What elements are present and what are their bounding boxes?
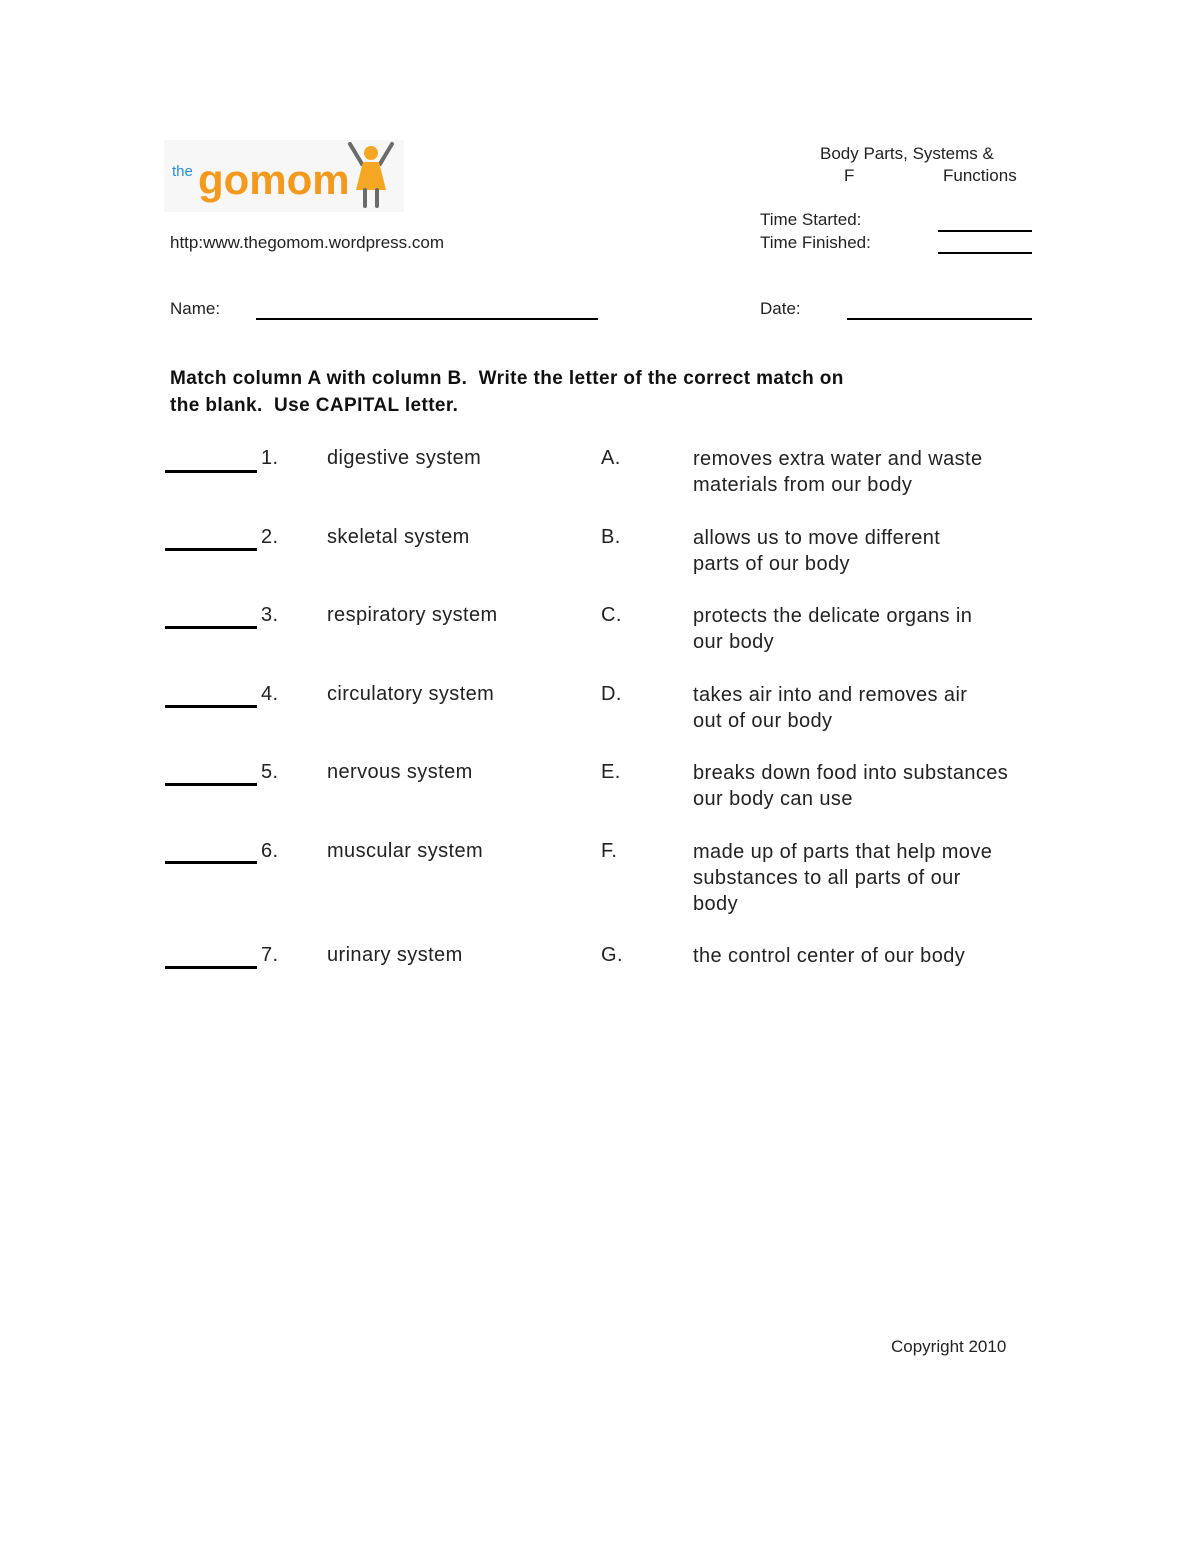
answer-blank[interactable]	[165, 783, 257, 786]
copyright-text: Copyright 2010	[891, 1337, 1007, 1356]
column-b-description: takes air into and removes air out of our body	[693, 684, 968, 732]
column-b-letter: G.	[601, 944, 623, 966]
time-finished-blank[interactable]	[938, 252, 1032, 254]
worksheet-title-line1: Body Parts, Systems &	[820, 144, 994, 163]
logo-text-gomom: gomom	[198, 156, 350, 203]
answer-blank[interactable]	[165, 966, 257, 969]
column-b-letter: E.	[601, 761, 621, 783]
column-a-term: digestive system	[327, 447, 482, 469]
thegomom-logo	[164, 140, 404, 212]
question-number: 5.	[261, 761, 279, 783]
column-a-term: muscular system	[327, 840, 484, 862]
question-number: 1.	[261, 447, 279, 469]
answer-blank[interactable]	[165, 626, 257, 629]
time-started-blank[interactable]	[938, 230, 1032, 232]
column-a-term: urinary system	[327, 944, 463, 966]
column-b-description: breaks down food into substances our body can use	[693, 762, 1009, 810]
worksheet-title-line2: Functions	[943, 166, 1017, 185]
instructions	[170, 365, 844, 419]
question-number: 2.	[261, 526, 279, 548]
question-number: 7.	[261, 944, 279, 966]
question-number: 6.	[261, 840, 279, 862]
date-blank[interactable]	[847, 318, 1032, 320]
column-b-description: allows us to move different parts of our body	[693, 527, 941, 575]
question-number: 4.	[261, 683, 279, 705]
time-finished-label: Time Finished:	[760, 233, 871, 252]
column-b-letter: A.	[601, 447, 621, 469]
column-b-letter: F.	[601, 840, 618, 862]
answer-blank[interactable]	[165, 861, 257, 864]
name-blank[interactable]	[256, 318, 598, 320]
logo-text-the: the	[172, 163, 193, 180]
column-b-description: protects the delicate organs in our body	[693, 605, 973, 653]
column-b-letter: C.	[601, 604, 622, 626]
column-b-description: the control center of our body	[693, 945, 966, 967]
name-label: Name:	[170, 299, 221, 318]
column-b-letter: D.	[601, 683, 622, 705]
column-a-term: nervous system	[327, 761, 473, 783]
date-label: Date:	[760, 299, 801, 318]
column-b-description: removes extra water and waste materials from our body	[693, 448, 983, 496]
instructions-line1: Match column A with column B. Write the letter of the correct match on	[170, 368, 844, 389]
answer-blank[interactable]	[165, 548, 257, 551]
column-a-term: respiratory system	[327, 604, 498, 626]
column-a-term: skeletal system	[327, 526, 470, 548]
instructions-line2: the blank. Use CAPITAL letter.	[170, 395, 459, 416]
column-b-letter: B.	[601, 526, 621, 548]
answer-blank[interactable]	[165, 705, 257, 708]
column-a-term: circulatory system	[327, 683, 495, 705]
time-started-label: Time Started:	[760, 210, 862, 229]
website-url: http:www.thegomom.wordpress.com	[170, 233, 444, 252]
worksheet-title-fragment: F	[844, 166, 855, 185]
answer-blank[interactable]	[165, 470, 257, 473]
question-number: 3.	[261, 604, 279, 626]
column-b-description: made up of parts that help move substances to all parts of our body	[693, 841, 993, 915]
